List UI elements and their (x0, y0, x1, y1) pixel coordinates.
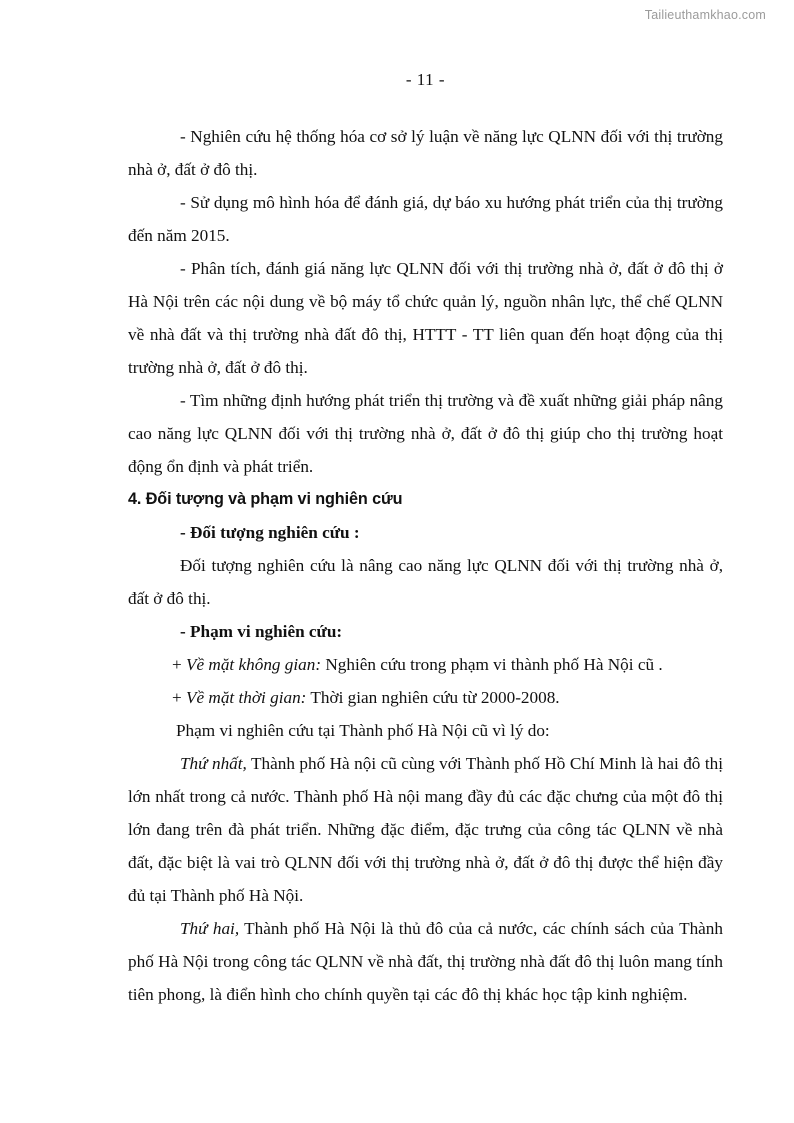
subheading-research-scope: - Phạm vi nghiên cứu: (180, 622, 343, 641)
scope-time-text: Thời gian nghiên cứu từ 2000-2008. (306, 688, 560, 707)
paragraph-reason-first (128, 747, 723, 912)
subheading-research-object: - Đối tượng nghiên cứu : (180, 523, 360, 542)
scope-space-text: Nghiên cứu trong phạm vi thành phố Hà Nội cũ . (321, 655, 663, 674)
paragraph-reason-second (128, 912, 723, 1011)
scope-item-time (128, 681, 723, 714)
scope-time-label: Về mặt thời gian: (186, 688, 307, 707)
watermark-text: Tailieuthamkhao.com (644, 8, 766, 22)
paragraph-solutions-direction: - Tìm những định hướng phát triển thị trường và đề xuất những giải pháp nâng cao năng lực QLNN đối với thị trường nhà ở, đất ở đô thị giúp cho thị trường hoạt động ổn định và phát triển. (128, 391, 723, 476)
section-heading-4: 4. Đối tượng và phạm vi nghiên cứu (128, 490, 403, 508)
scope-time-marker: + (172, 688, 186, 707)
scope-space-label: Về mặt không gian: (186, 655, 322, 674)
paragraph-modeling-forecast: - Sử dụng mô hình hóa để đánh giá, dự báo xu hướng phát triển của thị trường đến năm 2015. (128, 193, 723, 245)
paragraph-analysis-capacity: - Phân tích, đánh giá năng lực QLNN đối với thị trường nhà ở, đất ở đô thị ở Hà Nội trên các nội dung về bộ máy tổ chức quản lý, nguồn nhân lực, thể chế QLNN về nhà đất và thị trường nhà đất đô thị, HTTT - TT liên quan đến hoạt động của thị trường nhà ở, đất ở đô thị. (128, 259, 723, 377)
page-content (128, 0, 723, 1011)
reason-second-label: Thứ hai, (180, 919, 240, 938)
paragraph-research-systematize: - Nghiên cứu hệ thống hóa cơ sở lý luận về năng lực QLNN đối với thị trường nhà ở, đất ở đô thị. (128, 127, 723, 179)
scope-space-marker: + (172, 655, 186, 674)
reason-first-label: Thứ nhất, (180, 754, 247, 773)
reason-second-text: Thành phố Hà Nội là thủ đô của cả nước, các chính sách của Thành phố Hà Nội trong công tác QLNN về nhà đất, thị trường nhà đất đô thị luôn mang tính tiên phong, là điển hình cho chính quyền tại các đô thị khác học tập kinh nghiệm. (128, 919, 723, 1004)
reason-first-text: Thành phố Hà nội cũ cùng với Thành phố Hồ Chí Minh là hai đô thị lớn nhất trong cả nước. Thành phố Hà nội mang đầy đủ các đặc chưng của một đô thị lớn đang trên đà phát triển. Những đặc điểm, đặc trưng của công tác QLNN về nhà đất, đặc biệt là vai trò QLNN đối với thị trường nhà ở, đất ở đô thị được thể hiện đầy đủ tại Thành phố Hà Nội. (128, 754, 723, 905)
paragraph-scope-reason-intro: Phạm vi nghiên cứu tại Thành phố Hà Nội cũ vì lý do: (176, 721, 550, 740)
page-number: - 11 - (405, 70, 446, 89)
scope-item-space (128, 648, 723, 681)
paragraph-research-object-body: Đối tượng nghiên cứu là nâng cao năng lực QLNN đối với thị trường nhà ở, đất ở đô thị. (128, 556, 723, 608)
